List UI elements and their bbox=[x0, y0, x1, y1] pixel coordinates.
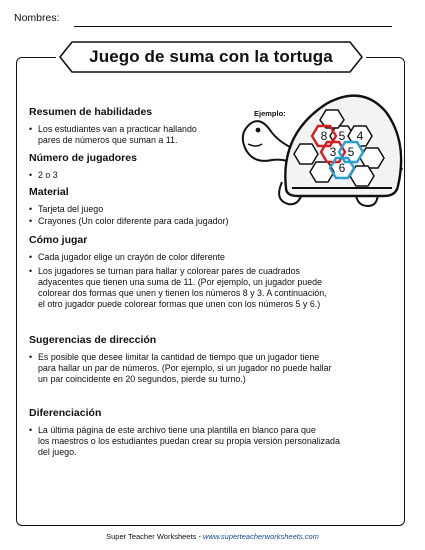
material-text-1: Tarjeta del juego bbox=[38, 204, 104, 214]
como-jugar-item-2 bbox=[38, 266, 300, 277]
heading-jugadores: Número de jugadores bbox=[29, 152, 137, 164]
turtle-illustration bbox=[236, 90, 406, 218]
heading-como-jugar: Cómo jugar bbox=[29, 234, 88, 246]
heading-sugerencias: Sugerencias de dirección bbox=[29, 334, 157, 346]
jugadores-text: 2 o 3 bbox=[38, 170, 58, 180]
material-item-1 bbox=[38, 204, 103, 215]
heading-resumen: Resumen de habilidades bbox=[29, 106, 153, 118]
footer-link[interactable]: www.superteacherworksheets.com bbox=[202, 532, 319, 541]
sugerencias-text-3: un par coincidente en 20 segundos, pierde su turno.) bbox=[38, 374, 246, 384]
diferenciacion-item bbox=[38, 425, 316, 436]
hex-number-5-top: 5 bbox=[338, 129, 346, 143]
como-jugar-text-2b: adyacentes que tienen una suma de 11. (Por ejemplo, un jugador puede bbox=[38, 277, 323, 287]
hex-empty-bottom-left bbox=[310, 162, 334, 182]
turtle-eye bbox=[256, 128, 261, 133]
footer-text: Super Teacher Worksheets - bbox=[106, 532, 203, 541]
diferenciacion-text-3: del juego. bbox=[38, 447, 77, 457]
example-label: Ejemplo: bbox=[254, 109, 286, 118]
hex-empty-left bbox=[294, 144, 318, 164]
hex-number-3: 3 bbox=[329, 145, 337, 159]
heading-material: Material bbox=[29, 186, 69, 198]
nombres-label: Nombres: bbox=[14, 12, 60, 24]
resumen-line2: pares de números que suman a 11. bbox=[38, 135, 178, 145]
hex-number-8: 8 bbox=[320, 129, 328, 143]
como-jugar-item-1 bbox=[38, 252, 225, 263]
sugerencias-text-2: para hallar un par de números. (Por ejemplo, si un jugador no puede hallar bbox=[38, 363, 332, 373]
footer bbox=[0, 532, 425, 541]
sugerencias-text-1: Es posible que desee limitar la cantidad de tiempo que un jugador tiene bbox=[38, 352, 320, 362]
como-jugar-text-2c: colorear dos formas que unen y tienen los números 8 y 3. A continuación, bbox=[38, 288, 327, 298]
sugerencias-item bbox=[38, 352, 319, 363]
title-banner bbox=[56, 40, 366, 74]
resumen-line1: Los estudiantes van a practicar hallando bbox=[38, 124, 197, 134]
resumen-bullet bbox=[38, 124, 197, 135]
como-jugar-text-2a: Los jugadores se turnan para hallar y colorear pares de cuadrados bbox=[38, 266, 300, 276]
hex-number-5-mid: 5 bbox=[347, 145, 355, 159]
heading-diferenciacion: Diferenciación bbox=[29, 407, 102, 419]
como-jugar-text-1: Cada jugador elige un crayón de color diferente bbox=[38, 252, 225, 262]
material-item-2 bbox=[38, 216, 228, 227]
diferenciacion-text-1: La última página de este archivo tiene una plantilla en blanco para que bbox=[38, 425, 316, 435]
como-jugar-text-2d: el otro jugador puede colorear formas que unen con los números 5 y 6.) bbox=[38, 299, 321, 309]
jugadores-item bbox=[38, 170, 58, 181]
hex-number-4: 4 bbox=[356, 129, 364, 143]
page-title: Juego de suma con la tortuga bbox=[89, 47, 333, 66]
hex-number-6: 6 bbox=[338, 161, 346, 175]
nombres-line[interactable] bbox=[74, 26, 392, 27]
diferenciacion-text-2: los maestros o los estudiantes puedan crear su propia versión personalizada bbox=[38, 436, 340, 446]
material-text-2: Crayones (Un color diferente para cada jugador) bbox=[38, 216, 229, 226]
